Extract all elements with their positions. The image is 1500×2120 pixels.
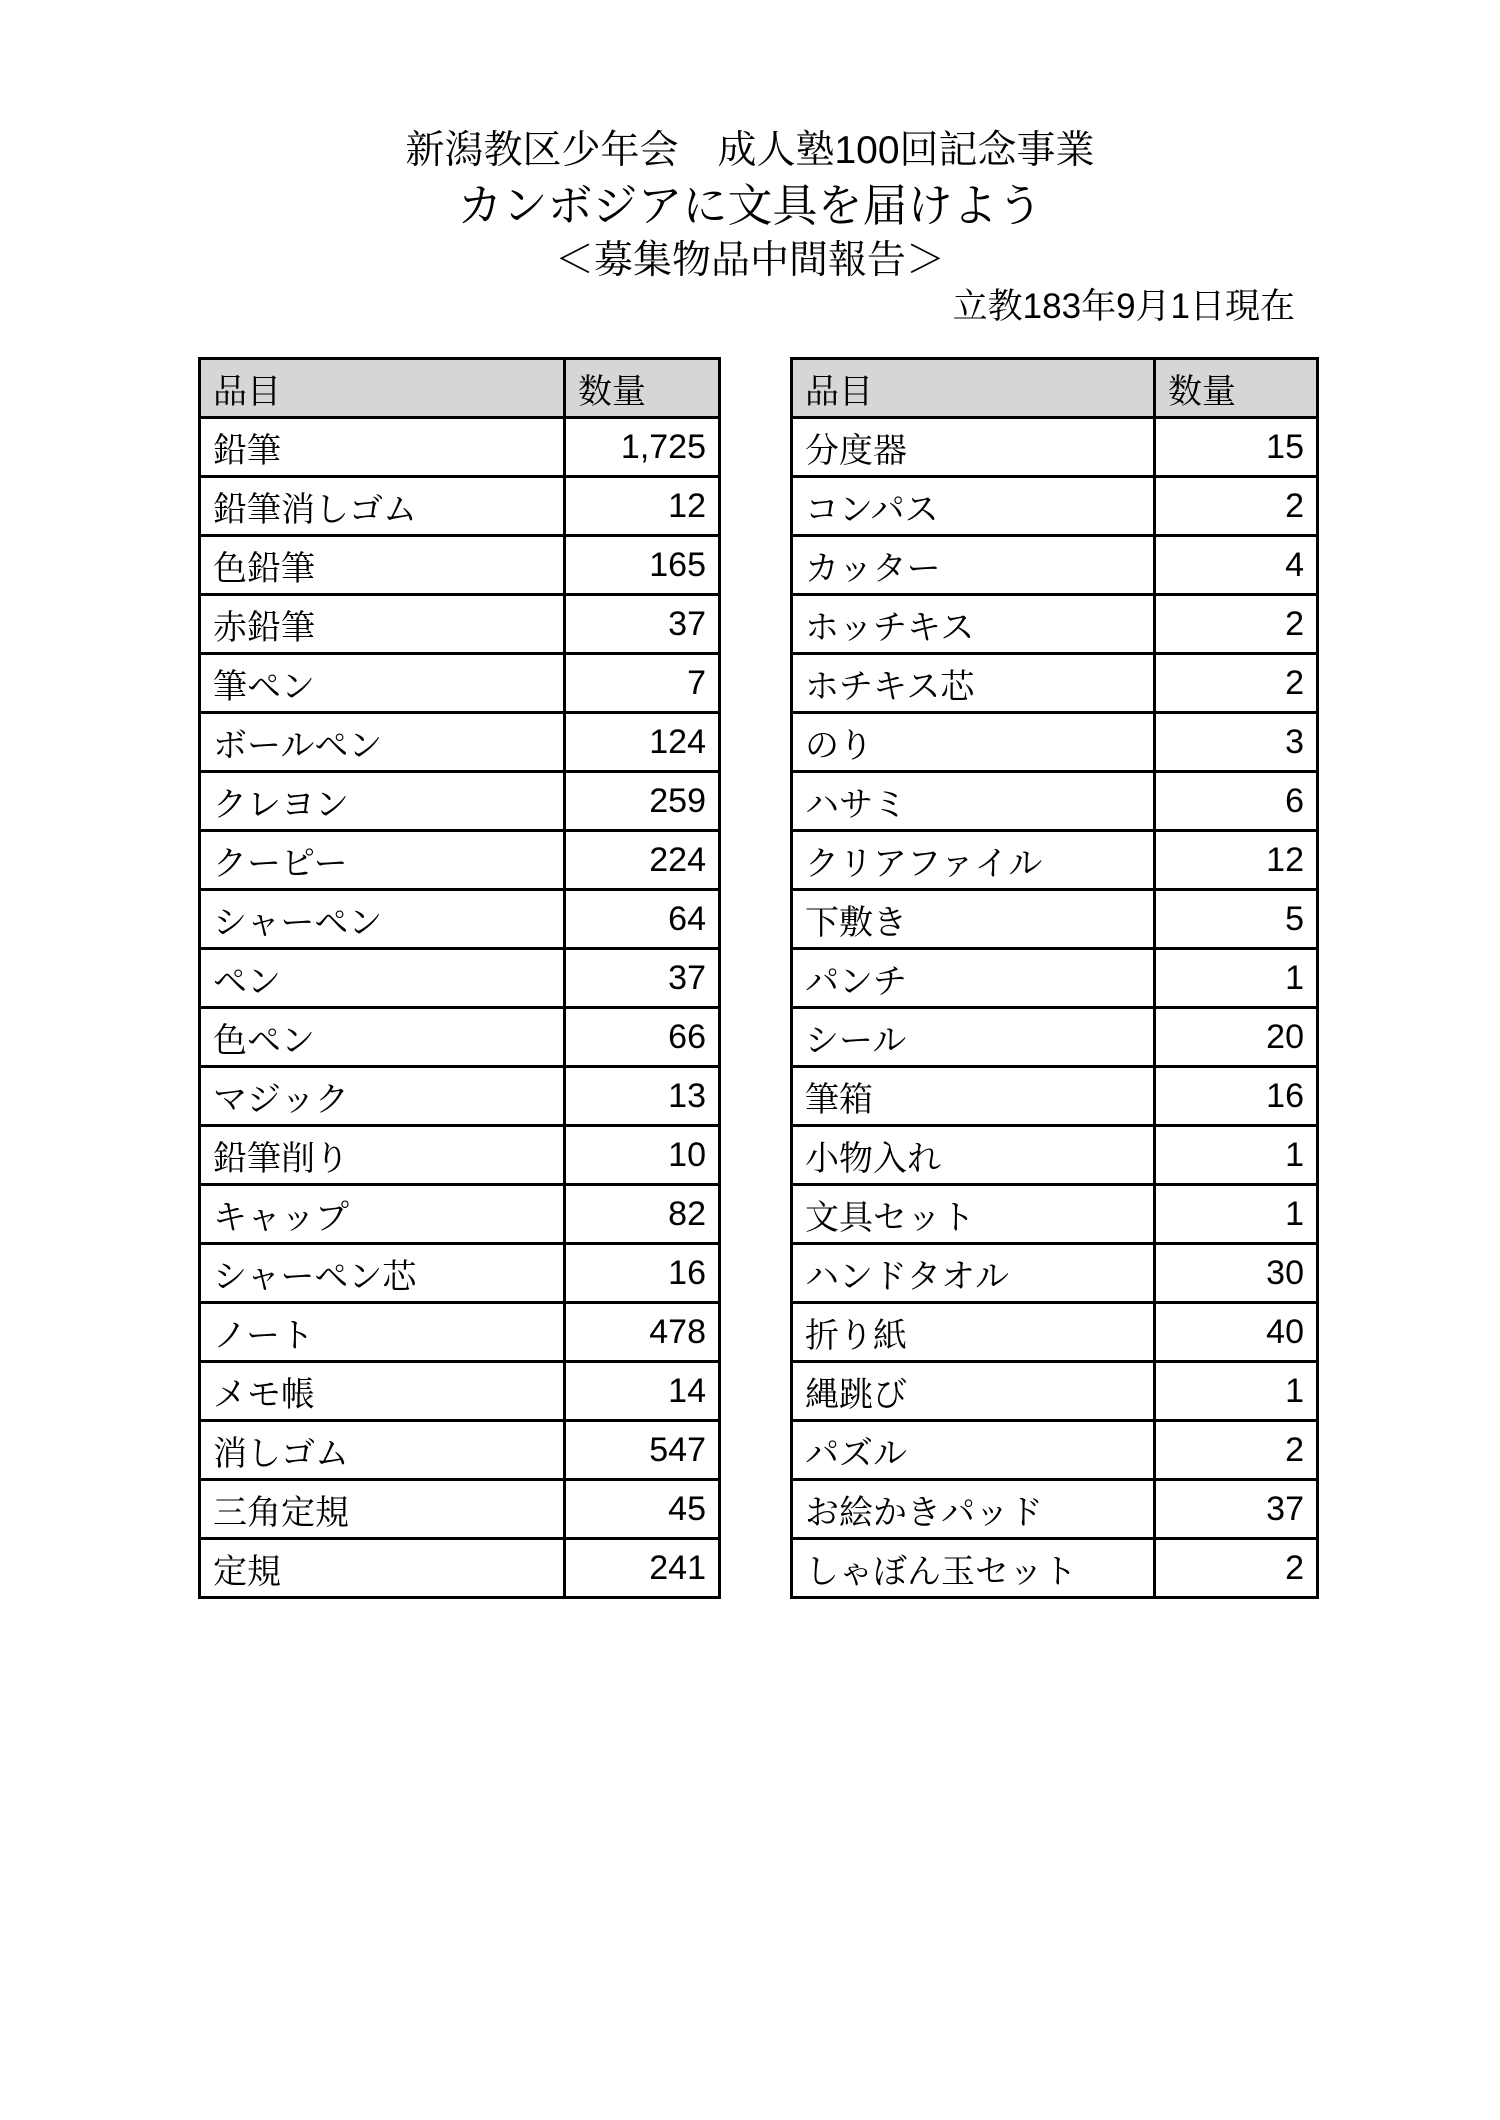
item-name-cell: カッター (792, 536, 1155, 595)
item-name-cell: クーピー (200, 831, 565, 890)
report-type-label: ＜募集物品中間報告＞ (554, 239, 945, 282)
table-row (792, 477, 1318, 536)
table-row (200, 1539, 720, 1598)
table-row (200, 1244, 720, 1303)
item-quantity-cell: 124 (565, 713, 720, 772)
item-name-cell: お絵かきパッド (792, 1480, 1155, 1539)
item-quantity-cell: 16 (1155, 1067, 1318, 1126)
item-quantity-cell: 2 (1155, 477, 1318, 536)
item-quantity-cell: 224 (565, 831, 720, 890)
table-row (792, 1244, 1318, 1303)
item-name-cell: ハサミ (792, 772, 1155, 831)
item-name-cell: ペン (200, 949, 565, 1008)
item-quantity-cell: 15 (1155, 418, 1318, 477)
item-quantity-cell: 12 (565, 477, 720, 536)
item-name-cell: 鉛筆消しゴム (200, 477, 565, 536)
table-row (792, 1067, 1318, 1126)
table-row (200, 654, 720, 713)
item-name-cell: クリアファイル (792, 831, 1155, 890)
table-row (792, 890, 1318, 949)
table-row (792, 536, 1318, 595)
table-body-right (792, 418, 1318, 1598)
column-header-quantity: 数量 (565, 359, 720, 418)
table-row (200, 949, 720, 1008)
item-quantity-cell: 547 (565, 1421, 720, 1480)
item-name-cell: ホチキス芯 (792, 654, 1155, 713)
item-name-cell: パズル (792, 1421, 1155, 1480)
table-row (200, 1303, 720, 1362)
item-name-cell: 色ペン (200, 1008, 565, 1067)
item-quantity-cell: 40 (1155, 1303, 1318, 1362)
item-quantity-cell: 1 (1155, 1362, 1318, 1421)
item-name-cell: 三角定規 (200, 1480, 565, 1539)
table-row (792, 595, 1318, 654)
item-quantity-cell: 20 (1155, 1008, 1318, 1067)
table-row (792, 1421, 1318, 1480)
item-quantity-cell: 12 (1155, 831, 1318, 890)
item-quantity-cell: 7 (565, 654, 720, 713)
table-row (792, 1539, 1318, 1598)
item-quantity-cell: 13 (565, 1067, 720, 1126)
item-name-cell: パンチ (792, 949, 1155, 1008)
item-name-cell: 小物入れ (792, 1126, 1155, 1185)
items-table-left (198, 357, 721, 1599)
item-name-cell: マジック (200, 1067, 565, 1126)
item-quantity-cell: 1 (1155, 949, 1318, 1008)
item-quantity-cell: 2 (1155, 1539, 1318, 1598)
item-name-cell: シャーペン芯 (200, 1244, 565, 1303)
table-row (200, 1008, 720, 1067)
table-row (200, 890, 720, 949)
table-row (792, 949, 1318, 1008)
item-quantity-cell: 1,725 (565, 418, 720, 477)
table-row (792, 1480, 1318, 1539)
column-header-item: 品目 (792, 359, 1155, 418)
table-header-row (200, 359, 720, 418)
table-row (200, 1362, 720, 1421)
item-quantity-cell: 259 (565, 772, 720, 831)
table-row (792, 1185, 1318, 1244)
item-quantity-cell: 45 (565, 1480, 720, 1539)
item-quantity-cell: 1 (1155, 1185, 1318, 1244)
item-quantity-cell: 2 (1155, 1421, 1318, 1480)
item-name-cell: 文具セット (792, 1185, 1155, 1244)
item-name-cell: キャップ (200, 1185, 565, 1244)
item-name-cell: 折り紙 (792, 1303, 1155, 1362)
item-quantity-cell: 10 (565, 1126, 720, 1185)
item-quantity-cell: 2 (1155, 654, 1318, 713)
item-quantity-cell: 1 (1155, 1126, 1318, 1185)
table-row (200, 1185, 720, 1244)
items-table-right (790, 357, 1319, 1599)
item-name-cell: しゃぼん玉セット (792, 1539, 1155, 1598)
item-quantity-cell: 2 (1155, 595, 1318, 654)
column-header-item: 品目 (200, 359, 565, 418)
item-quantity-cell: 30 (1155, 1244, 1318, 1303)
item-name-cell: ノート (200, 1303, 565, 1362)
item-quantity-cell: 3 (1155, 713, 1318, 772)
table-body-left (200, 418, 720, 1598)
table-row (200, 418, 720, 477)
table-row (792, 1126, 1318, 1185)
table-row (792, 831, 1318, 890)
as-of-date-line: 立教183年9月1日現在 (952, 287, 1295, 326)
table-row (792, 654, 1318, 713)
item-name-cell: 鉛筆削り (200, 1126, 565, 1185)
item-name-cell: 赤鉛筆 (200, 595, 565, 654)
document-subtitle: カンボジアに文具を届けよう (457, 180, 1043, 231)
item-quantity-cell: 66 (565, 1008, 720, 1067)
table-row (792, 1008, 1318, 1067)
item-quantity-cell: 241 (565, 1539, 720, 1598)
item-quantity-cell: 16 (565, 1244, 720, 1303)
item-name-cell: ホッチキス (792, 595, 1155, 654)
table-row (200, 1421, 720, 1480)
item-name-cell: 消しゴム (200, 1421, 565, 1480)
table-row (792, 1303, 1318, 1362)
item-name-cell: コンパス (792, 477, 1155, 536)
table-row (200, 477, 720, 536)
item-name-cell: 筆箱 (792, 1067, 1155, 1126)
item-quantity-cell: 4 (1155, 536, 1318, 595)
table-row (200, 595, 720, 654)
item-name-cell: 下敷き (792, 890, 1155, 949)
item-quantity-cell: 165 (565, 536, 720, 595)
table-row (200, 713, 720, 772)
item-name-cell: 縄跳び (792, 1362, 1155, 1421)
item-quantity-cell: 478 (565, 1303, 720, 1362)
item-name-cell: クレヨン (200, 772, 565, 831)
table-row (792, 713, 1318, 772)
table-row (200, 831, 720, 890)
table-row (200, 1126, 720, 1185)
item-name-cell: ハンドタオル (792, 1244, 1155, 1303)
item-name-cell: 鉛筆 (200, 418, 565, 477)
item-name-cell: のり (792, 713, 1155, 772)
item-quantity-cell: 5 (1155, 890, 1318, 949)
item-name-cell: 筆ペン (200, 654, 565, 713)
table-row (792, 1362, 1318, 1421)
table-header-row (792, 359, 1318, 418)
table-row (200, 536, 720, 595)
item-name-cell: シール (792, 1008, 1155, 1067)
item-quantity-cell: 14 (565, 1362, 720, 1421)
item-name-cell: 色鉛筆 (200, 536, 565, 595)
item-quantity-cell: 64 (565, 890, 720, 949)
item-quantity-cell: 6 (1155, 772, 1318, 831)
item-quantity-cell: 37 (565, 595, 720, 654)
item-quantity-cell: 82 (565, 1185, 720, 1244)
item-name-cell: メモ帳 (200, 1362, 565, 1421)
table-row (792, 772, 1318, 831)
column-header-quantity: 数量 (1155, 359, 1318, 418)
item-name-cell: シャーペン (200, 890, 565, 949)
table-row (792, 418, 1318, 477)
table-row (200, 1480, 720, 1539)
document-title: 新潟教区少年会 成人塾100回記念事業 (405, 129, 1095, 172)
table-row (200, 1067, 720, 1126)
item-name-cell: 分度器 (792, 418, 1155, 477)
item-name-cell: ボールペン (200, 713, 565, 772)
table-row (200, 772, 720, 831)
item-quantity-cell: 37 (565, 949, 720, 1008)
item-quantity-cell: 37 (1155, 1480, 1318, 1539)
item-name-cell: 定規 (200, 1539, 565, 1598)
